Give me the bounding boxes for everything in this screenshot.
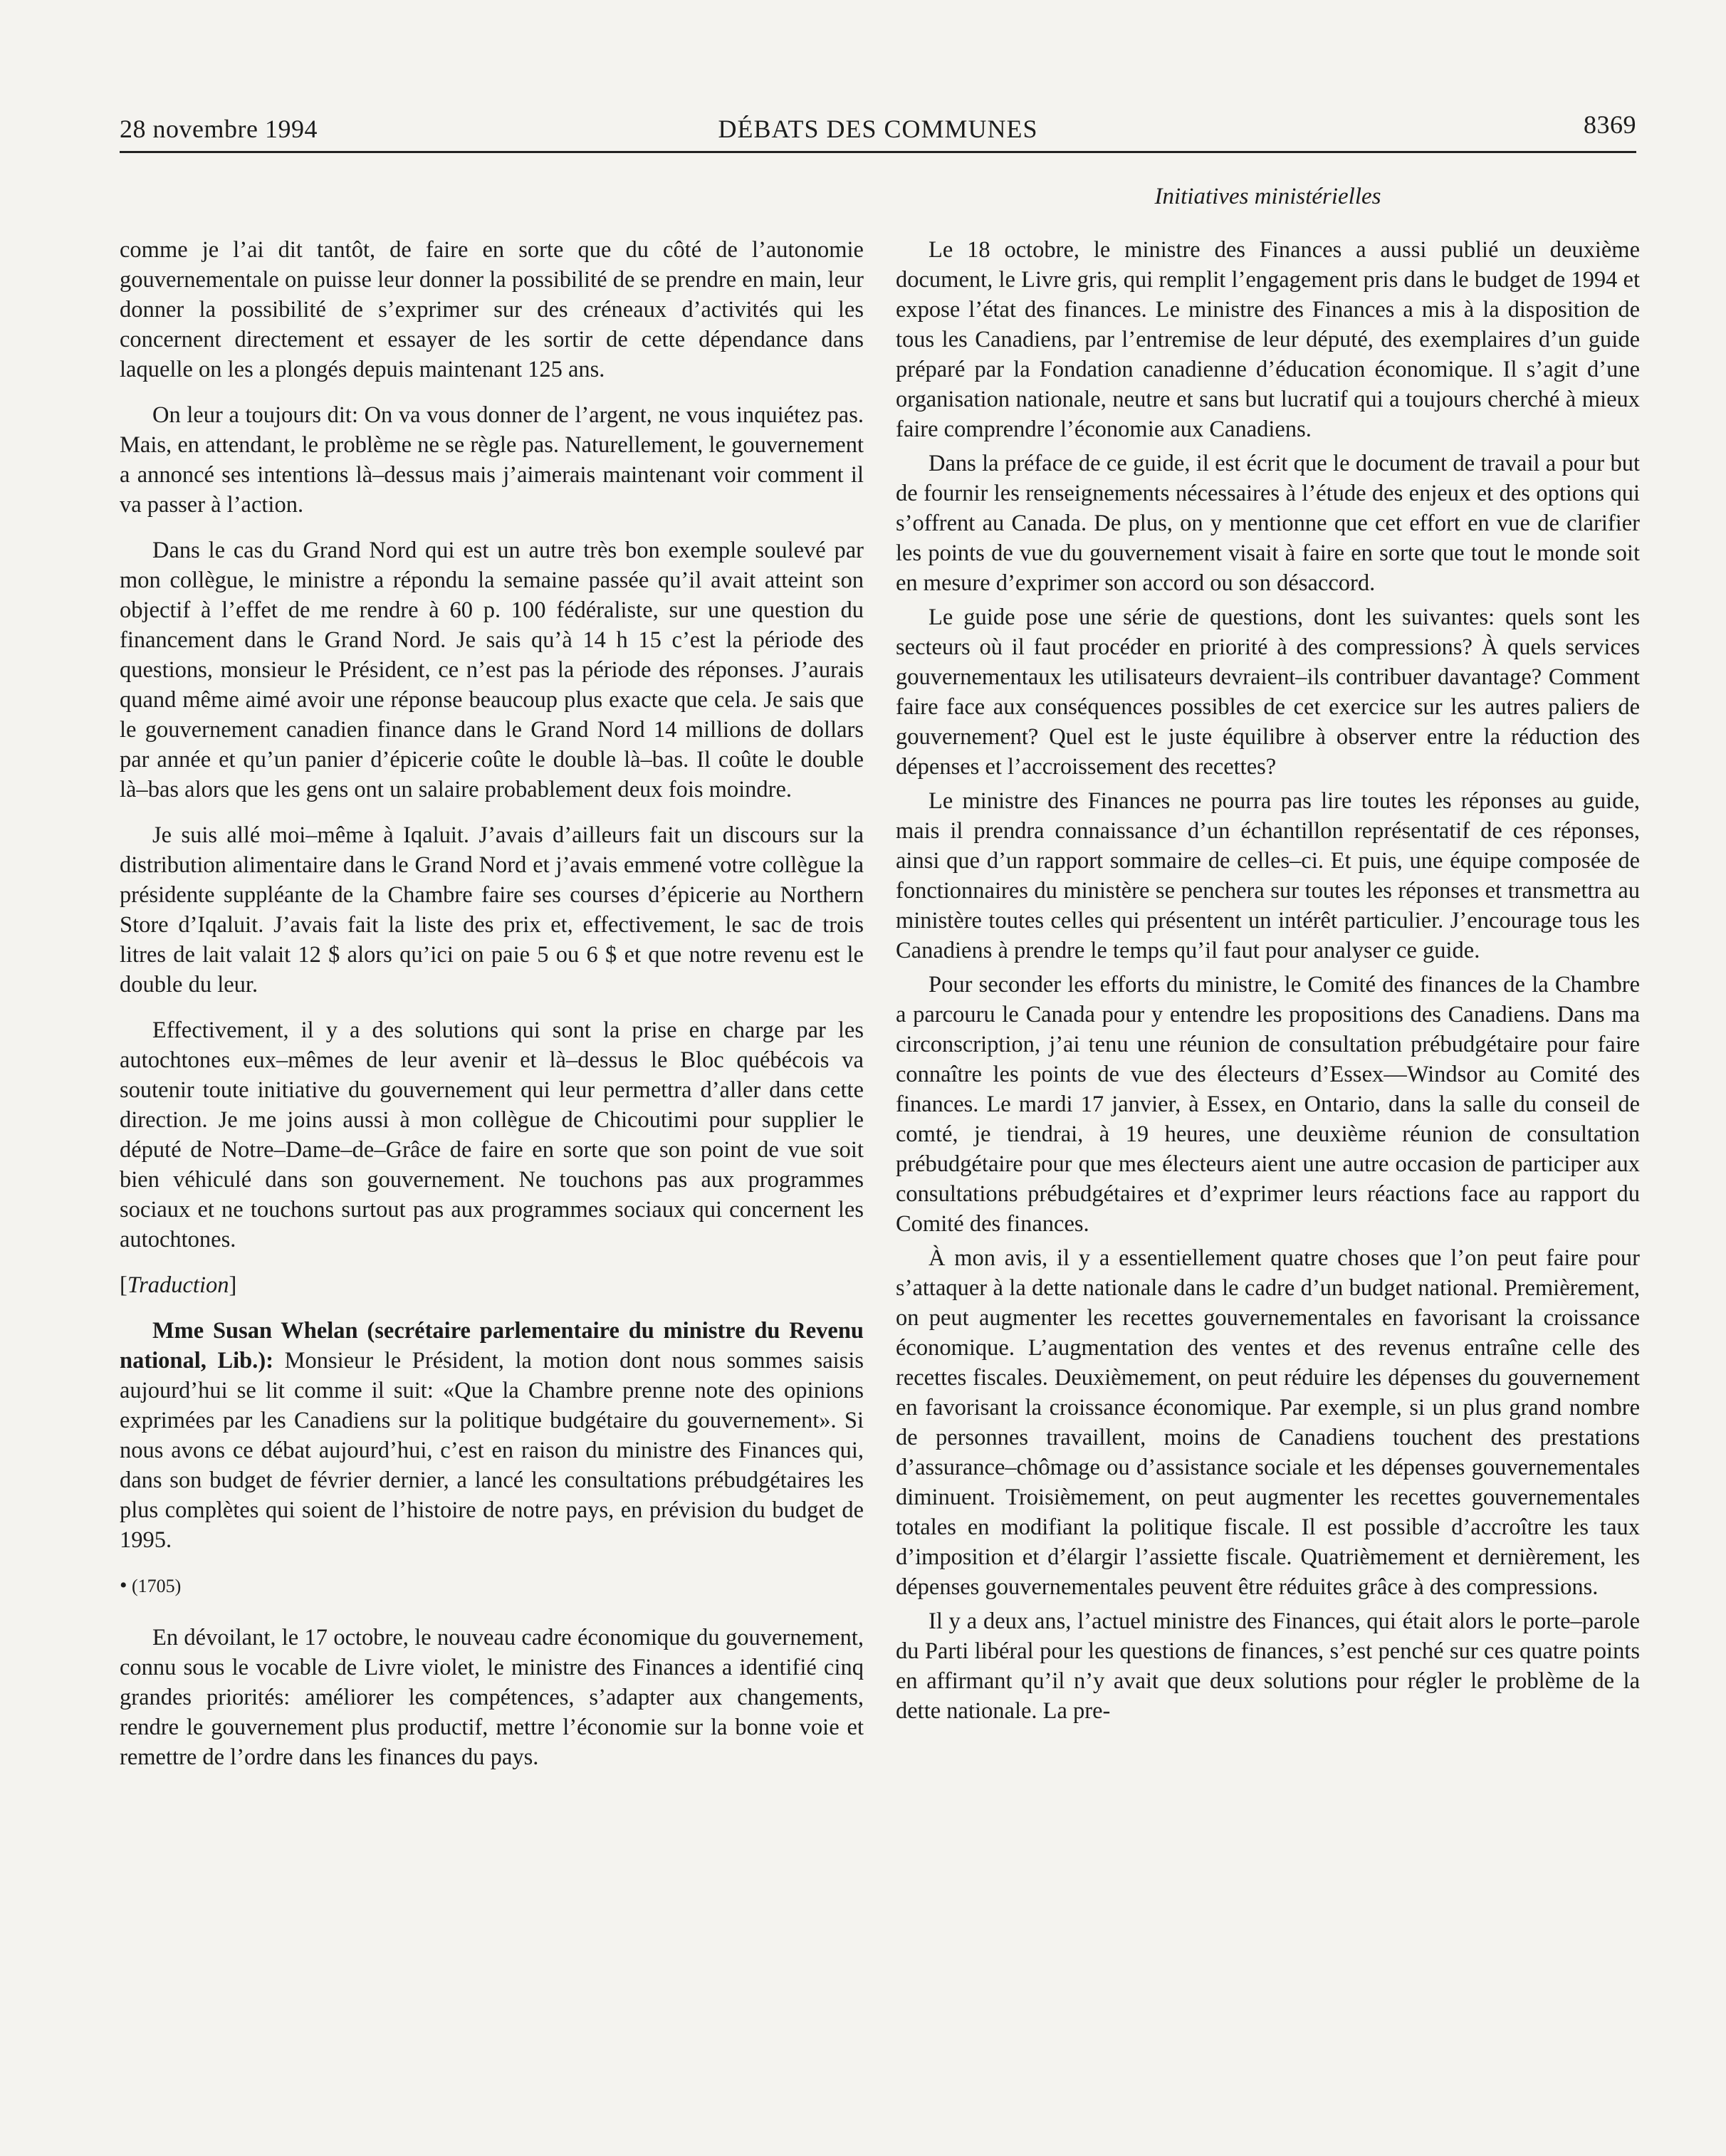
page-number: 8369 (1584, 110, 1636, 139)
translation-label: Traduction (127, 1272, 229, 1298)
speech-text: Monsieur le Président, la motion dont nous sommes saisis aujourd’hui se lit comme il suit: «Que la Chambre prenne note des opinions exprimées par les Canadiens sur la politique budgétaire du gouvernement». Si nous avons ce débat aujourd’hui, c’est en raison du ministre des Finances qui, dans son budget de février dernier, a lancé les consultations prébudgétaires les plus complètes qui soient de l’histoire de notre pays, en prévision du budget de 1995. (120, 1348, 864, 1553)
right-column (896, 235, 1640, 1730)
paragraph: Je suis allé moi–même à Iqaluit. J’avais d’ailleurs fait un discours sur la distribution alimentaire dans le Grand Nord et j’avais emmené votre collègue la présidente suppléante de la Chambre faire ses courses d’épicerie au Northern Store d’Iqaluit. J’avais fait la liste des prix et, effectivement, le sac de trois litres de lait valait 12 $ alors qu’ici on paie 5 ou 6 $ et que notre revenu est le double du leur. (120, 822, 864, 998)
page-header (120, 107, 1636, 153)
time-marker-text: (1705) (132, 1576, 182, 1596)
paragraph: On leur a toujours dit: On va vous donner de l’argent, ne vous inquiétez pas. Mais, en attendant, le problème ne se règle pas. Naturellement, le gouvernement a annoncé ses intentions là–dessus mais j’aimerais maintenant voir comment il va passer à l’action. (120, 402, 864, 518)
paragraph: Il y a deux ans, l’actuel ministre des Finances, qui était alors le porte–parole du Parti libéral pour les questions de finances, s’est penché sur ces quatre points en affirmant qu’il n’y avait que deux solutions pour régler le problème de la dette nationale. La pre- (896, 1608, 1640, 1724)
translation-note: [Traduction] (120, 1272, 237, 1298)
bullet-icon: • (120, 1574, 127, 1597)
paragraph: Le 18 octobre, le ministre des Finances a aussi publié un deuxième document, le Livre gris, qui remplit l’engagement pris dans le budget de 1994 et expose l’état des finances. Le ministre des Finances a mis à la disposition de tous les Canadiens, par l’entremise de leur député, des exemplaires d’un guide préparé par la Fondation canadienne d’éducation économique. Il s’agit d’une organisation nationale, neutre et sans but lucratif qui a toujours cherché à mieux faire comprendre l’économie aux Canadiens. (896, 237, 1640, 442)
paragraph: Dans la préface de ce guide, il est écrit que le document de travail a pour but de fournir les renseignements nécessaires à l’étude des enjeux et des options qui s’offrent au Canada. De plus, on y mentionne que cet effort en vue de clarifier les points de vue du gouvernement visait à faire en sorte que tout le monde soit en mesure d’exprimer son accord ou son désaccord. (896, 451, 1640, 596)
paragraph: Le guide pose une série de questions, dont les suivantes: quels sont les secteurs où il faut procéder en priorité à des compressions? À quels services gouvernementaux les utilisateurs devraient–ils contribuer davantage? Comment faire face aux conséquences possibles de cet exercice sur les autres paliers de gouvernement? Quel est le juste équilibre à observer entre la réduction des dépenses et l’accroissement des recettes? (896, 605, 1640, 780)
paragraph: Dans le cas du Grand Nord qui est un autre très bon exemple soulevé par mon collègue, le ministre a répondu la semaine passée qu’il avait atteint son objectif à l’effet de me rendre à 60 p. 100 fédéraliste, sur une question du financement dans le Grand Nord. Je sais qu’à 14 h 15 c’est la période des questions, monsieur le Président, ce n’est pas la période des réponses. J’aurais quand même aimé avoir une réponse beaucoup plus exacte que cela. Je sais que le gouvernement canadien finance dans le Grand Nord 14 millions de dollars par année et qu’un panier d’épicerie coûte le double là–bas. Il coûte le double là–bas alors que les gens ont un salaire probablement deux fois moindre. (120, 538, 864, 802)
time-marker (120, 1571, 864, 1601)
header-title: DÉBATS DES COMMUNES (718, 115, 1038, 143)
header-date: 28 novembre 1994 (120, 115, 318, 143)
left-column (120, 235, 864, 1788)
speaker-name: Mme Susan Whelan (secrétaire parlementaire du ministre du Revenu national, Lib.): (120, 1318, 864, 1373)
paragraph: À mon avis, il y a essentiellement quatre choses que l’on peut faire pour s’attaquer à la dette nationale dans le cadre d’un budget national. Premièrement, on peut augmenter les recettes gouvernementales en favorisant la croissance économique. L’augmentation des ventes et des revenus entraîne celle des recettes fiscales. Deuxièmement, on peut réduire les dépenses du gouvernement en favorisant la croissance économique. Par exemple, si un plus grand nombre de personnes travaillent, moins de Canadiens touchent des prestations d’assurance–chômage ou d’assistance sociale et les dépenses gouvernementales diminuent. Troisièmement, on peut augmenter les recettes gouvernementales totales en modifiant la politique fiscale. Il est possible d’accroître les taux d’imposition et d’élargir l’assiette fiscale. Quatrièmement et dernièrement, les dépenses gouvernementales peuvent être réduites grâce à des compressions. (896, 1245, 1640, 1600)
paragraph: comme je l’ai dit tantôt, de faire en sorte que du côté de l’autonomie gouvernementale on puisse leur donner la possibilité de se prendre en main, leur donner la possibilité de s’exprimer sur des créneaux d’activités qui les concernent directement et essayer de les sortir de cette dépendance dans laquelle on les a plongés depuis maintenant 125 ans. (120, 237, 864, 382)
paragraph: Le ministre des Finances ne pourra pas lire toutes les réponses au guide, mais il prendra connaissance d’un échantillon représentatif de ces réponses, ainsi que d’un rapport sommaire de celles–ci. Et puis, une équipe composée de fonctionnaires du ministère se penchera sur toutes les réponses et transmettra au ministère toutes celles qui présentent un intérêt particulier. J’encourage tous les Canadiens à prendre le temps qu’il faut pour analyser ce guide. (896, 788, 1640, 963)
speech-paragraph (120, 1316, 864, 1555)
paragraph: Pour seconder les efforts du ministre, le Comité des finances de la Chambre a parcouru le Canada pour y entendre les propositions des Canadiens. Dans ma circonscription, j’ai tenu une réunion de consultation prébudgétaire pour faire connaître les points de vue des électeurs d’Essex—Windsor au Comité des finances. Le mardi 17 janvier, à Essex, en Ontario, dans la salle du conseil de comté, je tiendrai, à 19 heures, une deuxième réunion de consultation prébudgétaire pour que mes électeurs aient une autre occasion de participer aux consultations prébudgétaires et d’exprimer leurs réactions face au rapport du Comité des finances. (896, 972, 1640, 1237)
paragraph: En dévoilant, le 17 octobre, le nouveau cadre économique du gouvernement, connu sous le vocable de Livre violet, le ministre des Finances a identifié cinq grandes priorités: améliorer les compétences, s’adapter aux changements, rendre le gouvernement plus productif, mettre l’économie sur la bonne voie et remettre de l’ordre dans les finances du pays. (120, 1625, 864, 1770)
paragraph: Effectivement, il y a des solutions qui sont la prise en charge par les autochtones eux–mêmes de leur avenir et là–dessus le Bloc québécois va soutenir toute initiative du gouvernement qui leur permettra d’aller dans cette direction. Je me joins aussi à mon collègue de Chicoutimi pour supplier le député de Notre–Dame–de–Grâce de faire en sorte que son point de vue soit bien véhiculé dans son gouvernement. Ne touchons pas aux programmes sociaux et ne touchons surtout pas aux programmes sociaux qui concernent les autochtones. (120, 1017, 864, 1252)
section-title: Initiatives ministérielles (1154, 184, 1381, 209)
